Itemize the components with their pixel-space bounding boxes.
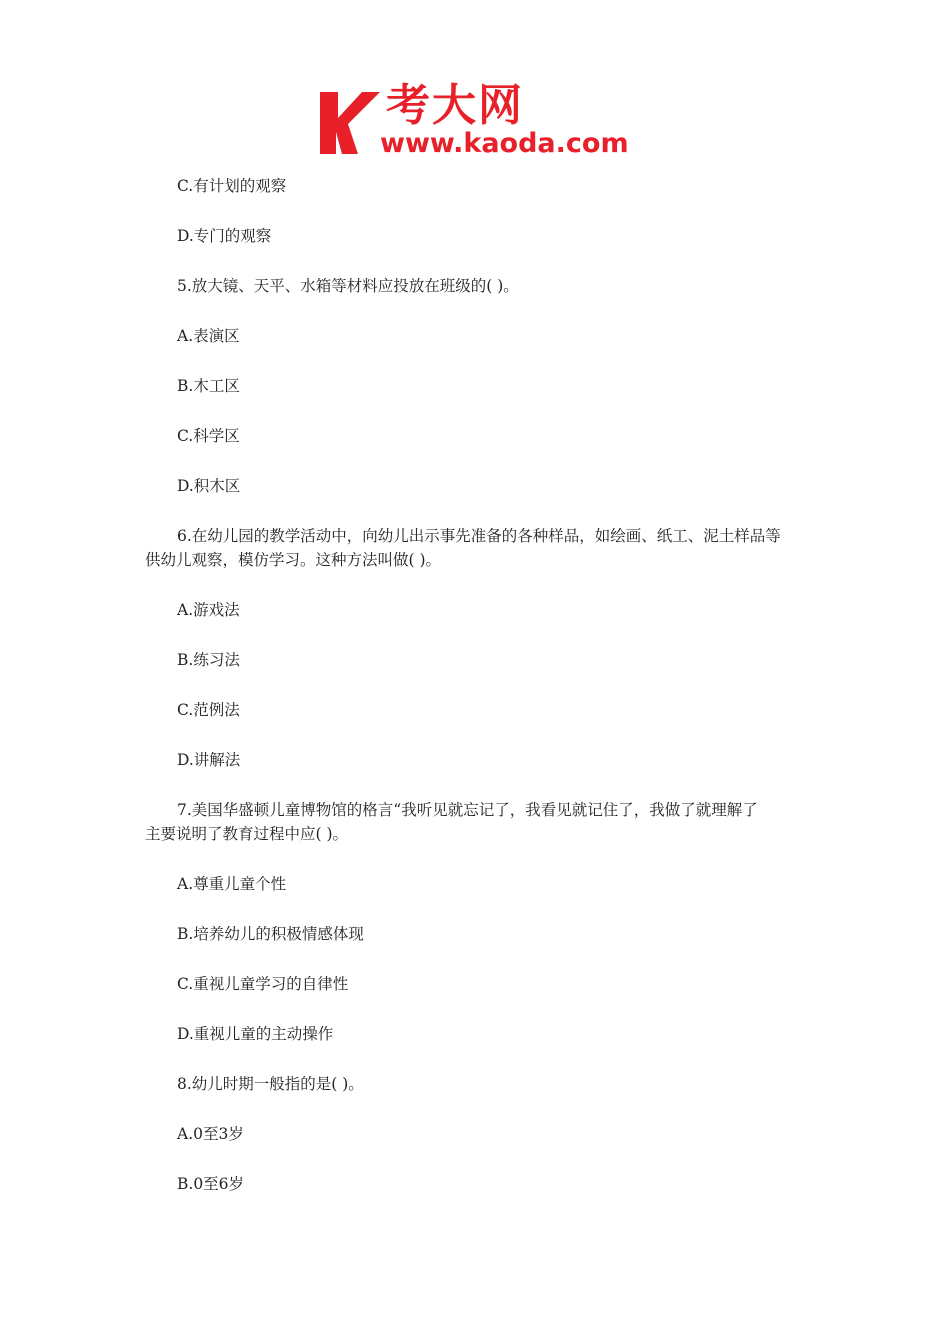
logo-brand-cn: 考大网 [386,80,524,131]
option-line: A.表演区 [177,327,240,345]
option-line: B.木工区 [177,377,240,395]
option-line: B.培养幼儿的积极情感体现 [177,925,364,943]
option-line: A.尊重儿童个性 [177,875,287,893]
k-logo-icon [318,88,382,158]
question-line: 8.幼儿时期一般指的是( )。 [177,1075,364,1093]
option-line: C.重视儿童学习的自律性 [177,975,349,993]
option-line: D.重视儿童的主动操作 [177,1025,334,1043]
document-body [145,174,810,1222]
question-line-continued: 供幼儿观察，模仿学习。这种方法叫做( )。 [145,551,442,569]
option-line: D.专门的观察 [177,227,272,245]
question-line: 6.在幼儿园的教学活动中，向幼儿出示事先准备的各种样品，如绘画、纸工、泥土样品等 [177,527,781,545]
question-line: 7.美国华盛顿儿童博物馆的格言“我听见就忘记了，我看见就记住了，我做了就理解了 [177,801,758,819]
question-line-continued: 主要说明了教育过程中应( )。 [145,825,349,843]
option-line: D.积木区 [177,477,241,495]
option-line: A.0至3岁 [177,1125,244,1143]
option-line: C.有计划的观察 [177,177,287,195]
kaoda-logo [318,80,638,160]
option-line: B.练习法 [177,651,240,669]
logo-brand-url: www.kaoda.com [380,128,629,159]
option-line: B.0至6岁 [177,1175,245,1193]
option-line: A.游戏法 [177,601,240,619]
question-line: 5.放大镜、天平、水箱等材料应投放在班级的( )。 [177,277,519,295]
option-line: C.科学区 [177,427,240,445]
option-line: C.范例法 [177,701,240,719]
option-line: D.讲解法 [177,751,241,769]
